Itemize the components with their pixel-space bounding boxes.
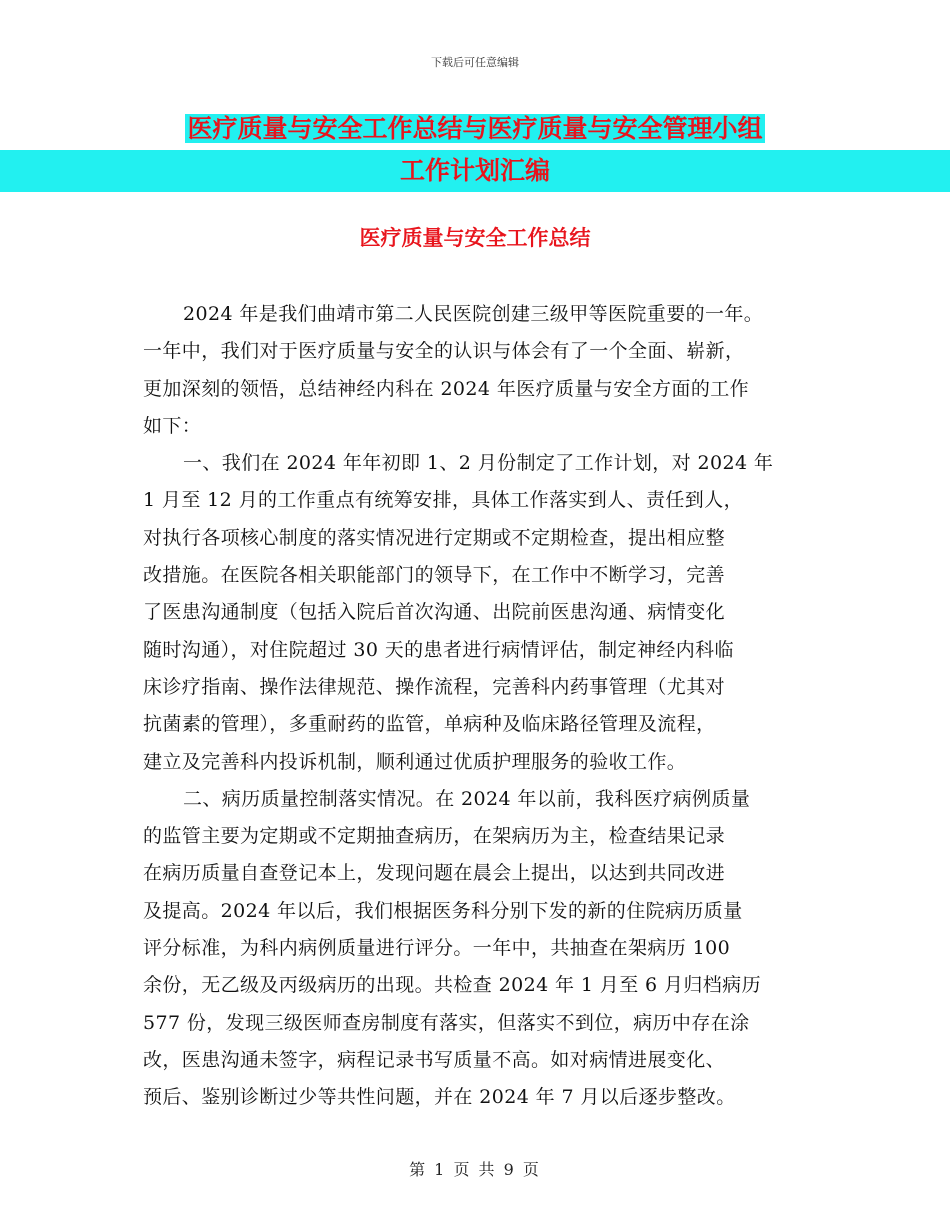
paragraph-line: 1 月至 12 月的工作重点有统筹安排，具体工作落实到人、责任到人，	[143, 489, 743, 512]
page-footer: 第 1 页 共 9 页	[409, 1160, 541, 1179]
section-title: 医疗质量与安全工作总结	[359, 226, 591, 250]
paragraph-line: 预后、鉴别诊断过少等共性问题，并在 2024 年 7 月以后逐步整改。	[143, 1086, 736, 1109]
paragraph-line: 的监管主要为定期或不定期抽查病历，在架病历为主，检查结果记录	[143, 825, 726, 848]
paragraph-line: 床诊疗指南、操作法律规范、操作流程，完善科内药事管理（尤其对	[143, 675, 726, 698]
document-title	[0, 108, 950, 192]
paragraph-line: 一年中，我们对于医疗质量与安全的认识与体会有了一个全面、崭新，	[143, 340, 745, 363]
paragraph-line: 在病历质量自查登记本上，发现问题在晨会上提出，以达到共同改进	[143, 862, 726, 885]
paragraph-line: 余份，无乙级及丙级病历的出现。共检查 2024 年 1 月至 6 月归档病历	[143, 974, 761, 997]
header-note: 下载后可任意编辑	[431, 56, 519, 69]
paragraph-line: 随时沟通），对住院超过 30 天的患者进行病情评估，制定神经内科临	[143, 638, 734, 661]
paragraph-line: 2024 年是我们曲靖市第二人民医院创建三级甲等医院重要的一年。	[183, 303, 764, 325]
paragraph	[143, 296, 813, 445]
paragraph-line: 抗菌素的管理），多重耐药的监管，单病种及临床路径管理及流程，	[143, 713, 716, 736]
paragraph-line: 一、我们在 2024 年年初即 1、2 月份制定了工作计划，对 2024 年	[183, 452, 774, 475]
paragraph	[143, 781, 813, 1117]
paragraph-line: 评分标准，为科内病例质量进行评分。一年中，共抽查在架病历 100	[143, 937, 731, 960]
paragraph-line: 建立及完善科内投诉机制，顺利通过优质护理服务的验收工作。	[143, 750, 687, 773]
paragraph-line: 了医患沟通制度（包括入院后首次沟通、出院前医患沟通、病情变化	[143, 601, 726, 624]
paragraph-line: 二、病历质量控制落实情况。在 2024 年以前，我科医疗病例质量	[183, 787, 751, 810]
paragraph-line: 如下：	[143, 414, 202, 437]
paragraph-line: 对执行各项核心制度的落实情况进行定期或不定期检查，提出相应整	[143, 526, 726, 549]
paragraph-line: 及提高。2024 年以后，我们根据医务科分别下发的新的住院病历质量	[143, 899, 743, 922]
title-line-2: 工作计划汇编	[399, 156, 550, 185]
title-line-1: 医疗质量与安全工作总结与医疗质量与安全管理小组	[187, 114, 763, 143]
document-body	[143, 296, 813, 1117]
paragraph	[143, 445, 813, 781]
paragraph-line: 改措施。在医院各相关职能部门的领导下，在工作中不断学习，完善	[143, 564, 726, 587]
paragraph-line: 更加深刻的领悟，总结神经内科在 2024 年医疗质量与安全方面的工作	[143, 377, 750, 400]
paragraph-line: 577 份，发现三级医师查房制度有落实，但落实不到位，病历中存在涂	[143, 1011, 750, 1034]
paragraph-line: 改，医患沟通未签字，病程记录书写质量不高。如对病情进展变化、	[143, 1048, 726, 1071]
